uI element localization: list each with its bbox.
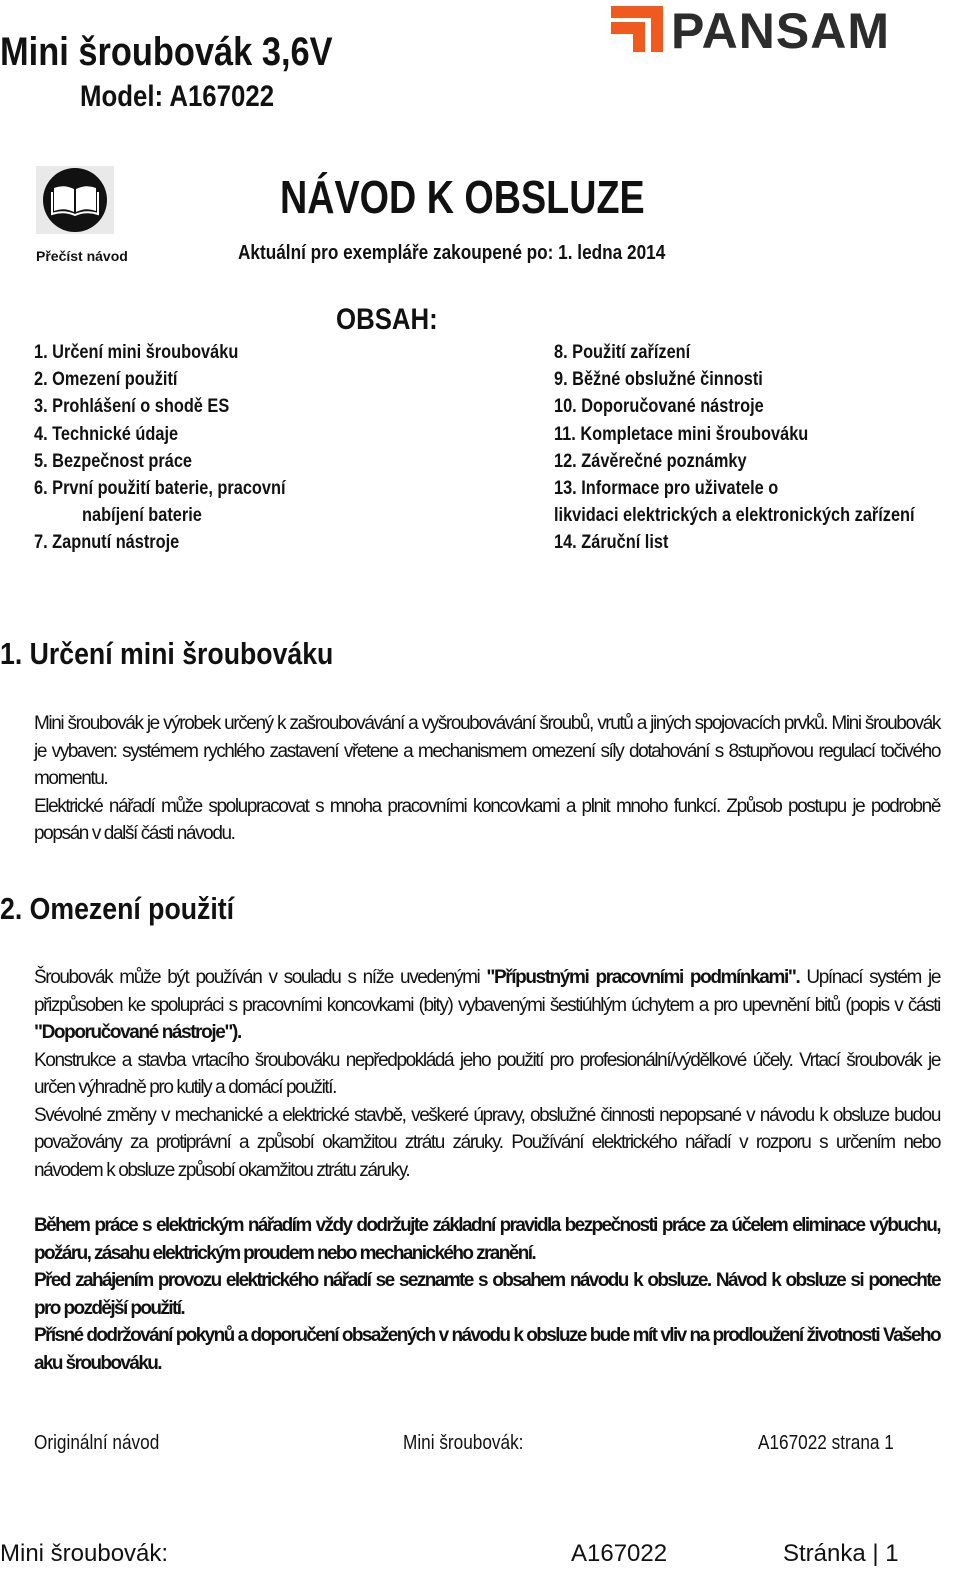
section-2-body	[0, 964, 940, 1184]
toc-right-column	[554, 339, 960, 557]
model-number: Model: A167022	[80, 80, 275, 113]
book-icon	[36, 166, 114, 234]
toc-item: 5. Bezpečnost práce	[34, 450, 193, 472]
toc-item: likvidaci elektrických a elektronických zařízení	[554, 505, 915, 527]
section-2-heading: 2. Omezení použití	[0, 891, 235, 926]
toc-item: 10. Doporučované nástroje	[554, 396, 764, 418]
bottom-page-number: Stránka | 1	[783, 1540, 899, 1567]
paragraph: Šroubovák může být používán v souladu s níže uvedenými "Přípustnými pracovními podmínkami". Upínací systém je přizpůsoben ke spolupráci s pracovními koncovkami (bity) vybavenými šestiúhlým úchytem a pro upevnění bitů (popis v části "Doporučované nástroje").	[34, 967, 940, 1043]
toc-item: nabíjení baterie	[82, 505, 202, 527]
toc-item: 8. Použití zařízení	[554, 342, 691, 363]
paragraph: Mini šroubovák je výrobek určený k zašroubovávání a vyšroubovávání šroubů, vrutů a jiných spojovacích prvků. Mini šroubovák je vybaven: systémem rychlého zastavení vřetene a mechanismem omezení síly dotahování s 8stupňovou regulací točivého momentu.	[34, 713, 940, 789]
toc-item: 6. První použití baterie, pracovní	[34, 478, 286, 500]
bottom-product-label: Mini šroubovák:	[0, 1540, 169, 1567]
document-title: Mini šroubovák 3,6V	[0, 30, 333, 74]
toc-item: 9. Běžné obslužné činnosti	[554, 369, 763, 391]
footer-product-label: Mini šroubovák:	[403, 1432, 524, 1454]
section-1-heading: 1. Určení mini šroubováku	[0, 636, 334, 671]
manual-heading: NÁVOD K OBSLUZE	[280, 171, 645, 223]
pansam-logo-icon	[607, 4, 667, 56]
toc-item: 7. Zapnutí nástroje	[34, 532, 180, 554]
footer-original-label: Originální návod	[34, 1432, 160, 1454]
toc-heading: OBSAH:	[336, 303, 438, 336]
pansam-logo	[607, 3, 957, 59]
paragraph: Svévolné změny v mechanické a elektrické stavbě, veškeré úpravy, obslužné činnosti nepopsané v návodu k obsluze budou považovány za protiprávní a způsobí okamžitou ztrátu záruky. Používání elektrického nářadí v rozporu s určením nebo návodem k obsluze způsobí okamžitou ztrátu záruky.	[34, 1104, 940, 1181]
toc-item: 3. Prohlášení o shodě ES	[34, 396, 230, 418]
toc-left-column	[34, 339, 326, 557]
toc-item: 1. Určení mini šroubováku	[34, 342, 239, 363]
toc-item: 13. Informace pro uživatele o	[554, 478, 779, 500]
paragraph: Konstrukce a stavba vrtacího šroubováku nepředpokládá jeho použití pro profesionální/výdělkové účely. Vrtací šroubovák je určen výhradně pro kutily a domácí použití.	[34, 1049, 940, 1098]
toc-item: 4. Technické údaje	[34, 423, 179, 445]
safety-notes	[0, 1212, 940, 1377]
paragraph: Elektrické nářadí může spolupracovat s mnoha pracovními koncovkami a plnit mnoho funkcí. Způsob postupu je podrobně popsán v další části návodu.	[34, 795, 940, 844]
paragraph: Před zahájením provozu elektrického nářadí se seznamte s obsahem návodu k obsluze. Návod k obsluze si ponechte pro pozdější použití.	[34, 1270, 940, 1319]
read-manual-label: Přečíst návod	[36, 248, 128, 264]
toc-item: 2. Omezení použití	[34, 369, 178, 391]
toc-item: 12. Závěrečné poznámky	[554, 450, 747, 472]
toc-item: 14. Záruční list	[554, 532, 669, 554]
brand-name: PANSAM	[671, 3, 890, 59]
paragraph: Během práce s elektrickým nářadím vždy dodržujte základní pravidla bezpečnosti práce za účelem eliminace výbuchu, požáru, zásahu elektrickým proudem nebo mechanického zranění.	[34, 1215, 940, 1264]
toc-item: 11. Kompletace mini šroubováku	[554, 423, 809, 445]
bottom-model-label: A167022	[571, 1540, 668, 1567]
paragraph: Přísné dodržování pokynů a doporučení obsažených v návodu k obsluze bude mít vliv na prodloužení životnosti Vašeho aku šroubováku.	[34, 1325, 940, 1374]
section-1-body	[0, 710, 940, 848]
footer-page-ref: A167022 strana 1	[758, 1432, 894, 1454]
validity-note: Aktuální pro exempláře zakoupené po: 1. ledna 2014	[238, 242, 666, 264]
